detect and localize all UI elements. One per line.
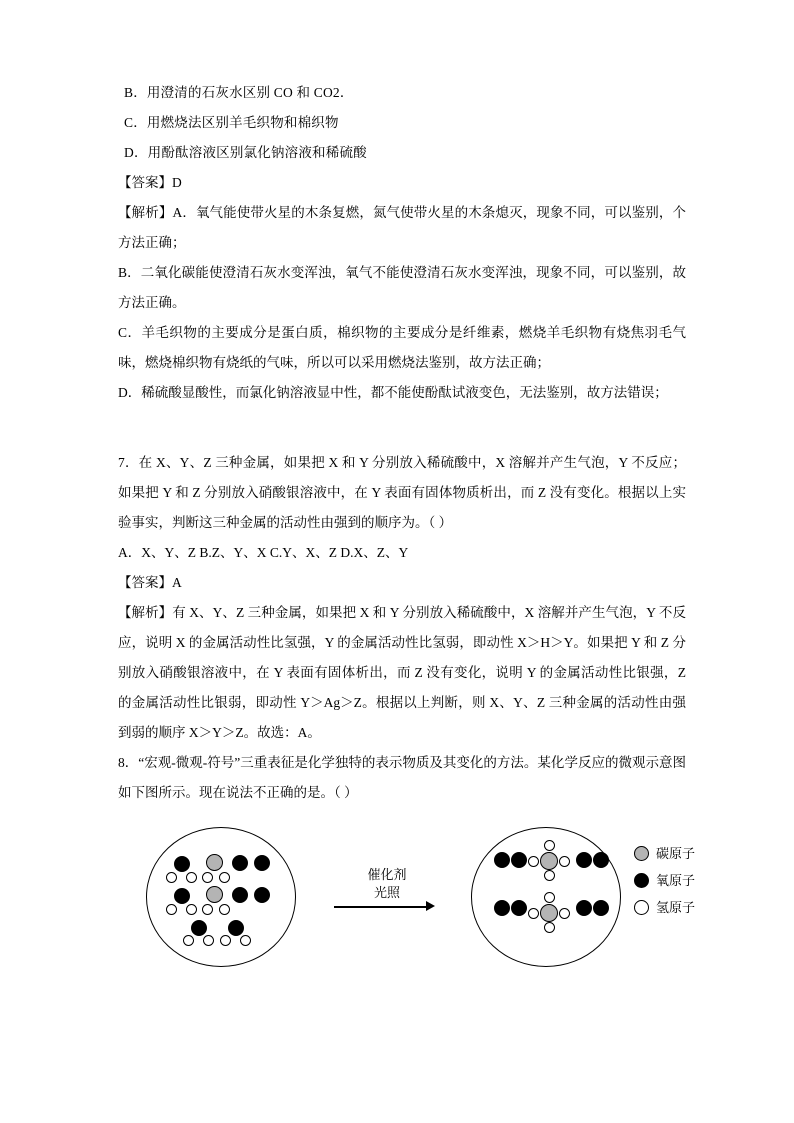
arrow-head-icon [426,901,435,911]
oxygen-atom [191,920,207,936]
question-7-stem: 7．在 X、Y、Z 三种金属，如果把 X 和 Y 分别放入稀硫酸中，X 溶解并产生气泡，Y 不反应；如果把 Y 和 Z 分别放入硝酸银溶液中，在 Y 表面有固体物质析出，而 Z 没有变化。根据以上实验事实，判断这三种金属的活动性由强到的顺序为。（ ） [118,455,686,530]
legend-item-hydrogen [634,894,695,921]
hydrogen-atom [528,856,539,867]
hydrogen-atom [544,892,555,903]
hydrogen-atom-icon [634,900,649,915]
hydrogen-atom [166,872,177,883]
oxygen-atom [174,888,190,904]
hydrogen-atom [219,904,230,915]
hydrogen-atom [559,856,570,867]
reaction-microscopic-diagram [136,822,696,972]
hydrogen-atom [183,935,194,946]
reaction-arrow [312,867,462,920]
question-7-analysis: 【解析】有 X、Y、Z 三种金属，如果把 X 和 Y 分别放入稀硫酸中，X 溶解并产生气泡，Y 不反应，说明 X 的金属活动性比氢强，Y 的金属活动性比氢弱，即动性 X＞H＞Y。如果把 Y 和 Z 分别放入硝酸银溶液中，在 Y 表面有固体析出，而 Z 没有变化，说明 Y 的金属活动性比银强，Z 的金属活动性比银弱，即动性 Y＞Ag＞Z。根据以上判断，则 X、Y、Z 三种金属的活动性由强到弱的顺序 X＞Y＞Z。故选：A。 [118,605,686,740]
carbon-atom-icon [634,846,649,861]
analysis-6-d: D．稀硫酸显酸性，而氯化钠溶液显中性，都不能使酚酞试液变色，无法鉴别，故方法错误； [118,385,668,400]
oxygen-atom [576,900,592,916]
oxygen-atom [174,856,190,872]
hydrogen-atom [528,908,539,919]
hydrogen-atom [544,870,555,881]
oxygen-atom [576,852,592,868]
legend-label-hydrogen: 氢原子 [656,900,696,915]
question-7-answer: 【答案】A [118,575,182,590]
hydrogen-atom [186,904,197,915]
oxygen-atom [494,900,510,916]
oxygen-atom [254,855,270,871]
carbon-atom [206,886,223,903]
legend-item-carbon [634,840,695,867]
hydrogen-atom [240,935,251,946]
hydrogen-atom [559,908,570,919]
analysis-6-a: 【解析】A．氧气能使带火星的木条复燃，氮气使带火星的木条熄灭，现象不同，可以鉴别，个方法正确； [118,205,686,250]
oxygen-atom [228,920,244,936]
hydrogen-atom [544,840,555,851]
question-7-options: A．X、Y、Z B.Z、Y、X C.Y、X、Z D.X、Z、Y [118,545,409,560]
analysis-6-c: C．羊毛织物的主要成分是蛋白质，棉织物的主要成分是纤维素，燃烧羊毛织物有烧焦羽毛气味，燃烧棉织物有烧纸的气味，所以可以采用燃烧法鉴别，故方法正确； [118,325,686,370]
oxygen-atom [254,887,270,903]
legend-item-oxygen [634,867,695,894]
oxygen-atom [232,887,248,903]
arrow-shaft [334,906,430,908]
hydrogen-atom [202,872,213,883]
diagram-legend [634,840,695,921]
option-b: B．用澄清的石灰水区别 CO 和 CO2． [124,85,354,100]
oxygen-atom [593,900,609,916]
carbon-atom [540,852,558,870]
oxygen-atom [494,852,510,868]
legend-label-carbon: 碳原子 [656,846,696,861]
hydrogen-atom [219,872,230,883]
arrow-label-light: 光照 [373,885,400,900]
arrow-label-catalyst: 催化剂 [367,867,407,882]
oxygen-atom [511,900,527,916]
hydrogen-atom [203,935,214,946]
option-c: C．用燃烧法区别羊毛织物和棉织物 [124,115,339,130]
oxygen-atom-icon [634,873,649,888]
oxygen-atom [593,852,609,868]
analysis-6-b: B．二氧化碳能使澄清石灰水变浑浊，氧气不能使澄清石灰水变浑浊，现象不同，可以鉴别，故方法正确。 [118,265,686,310]
hydrogen-atom [166,904,177,915]
legend-label-oxygen: 氧原子 [656,873,696,888]
hydrogen-atom [220,935,231,946]
oxygen-atom [511,852,527,868]
answer-6: 【答案】D [118,175,182,190]
hydrogen-atom [544,922,555,933]
carbon-atom [206,854,223,871]
oxygen-atom [232,855,248,871]
hydrogen-atom [186,872,197,883]
option-d: D．用酚酞溶液区别氯化钠溶液和稀硫酸 [124,145,367,160]
hydrogen-atom [202,904,213,915]
carbon-atom [540,904,558,922]
question-8-stem: 8．“宏观-微观-符号”三重表征是化学独特的表示物质及其变化的方法。某化学反应的微观示意图如下图所示。现在说法不正确的是。（ ） [118,755,686,800]
